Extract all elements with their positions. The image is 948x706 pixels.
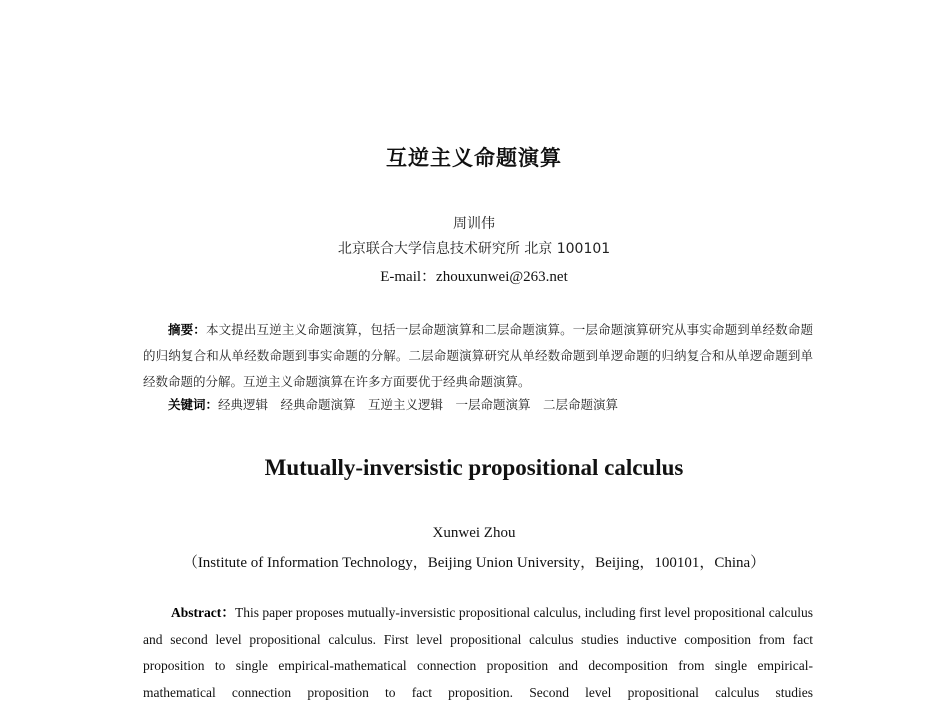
chinese-affiliation: 北京联合大学信息技术研究所 北京 100101 [337,241,611,257]
chinese-abstract-label: 摘要： [168,322,206,337]
chinese-title: 互逆主义命题演算 [386,146,562,170]
english-author: Xunwei Zhou [432,525,516,541]
chinese-keywords-text: 经典逻辑 经典命题演算 互逆主义逻辑 一层命题演算 二层命题演算 [218,397,619,412]
chinese-abstract [143,317,813,395]
english-title: Mutually-inversistic propositional calculus [264,455,684,480]
chinese-keywords-label: 关键词： [168,397,219,412]
chinese-author: 周训伟 [453,216,495,232]
chinese-email: E-mail：zhouxunwei@263.net [380,269,568,285]
chinese-abstract-text: 本文提出互逆主义命题演算，包括一层命题演算和二层命题演算。一层命题演算研究从事实命题到单经数命题的归纳复合和从单经数命题到事实命题的分解。二层命题演算研究从单经数命题到单逻命题的归纳复合和从单逻命题到单经数命题的分解。互逆主义命题演算在许多方面要优于经典命题演算。 [143,322,813,389]
chinese-keywords [168,395,618,413]
english-affiliation: （Institute of Information Technology，Beijing Union University，Beijing，100101，China） [182,555,766,571]
english-abstract-label: Abstract： [171,605,235,620]
english-abstract [143,600,813,706]
english-abstract-text: This paper proposes mutually-inversistic propositional calculus, including first level propositional calculus and second level propositional calculus. First level propositional calculus studies inductive composition from fact proposition to single empirical-mathematical connection proposition and decomposition from single empirical-mathematical connection proposition to fact proposition. Second level propositional calculus studies [143,605,813,700]
